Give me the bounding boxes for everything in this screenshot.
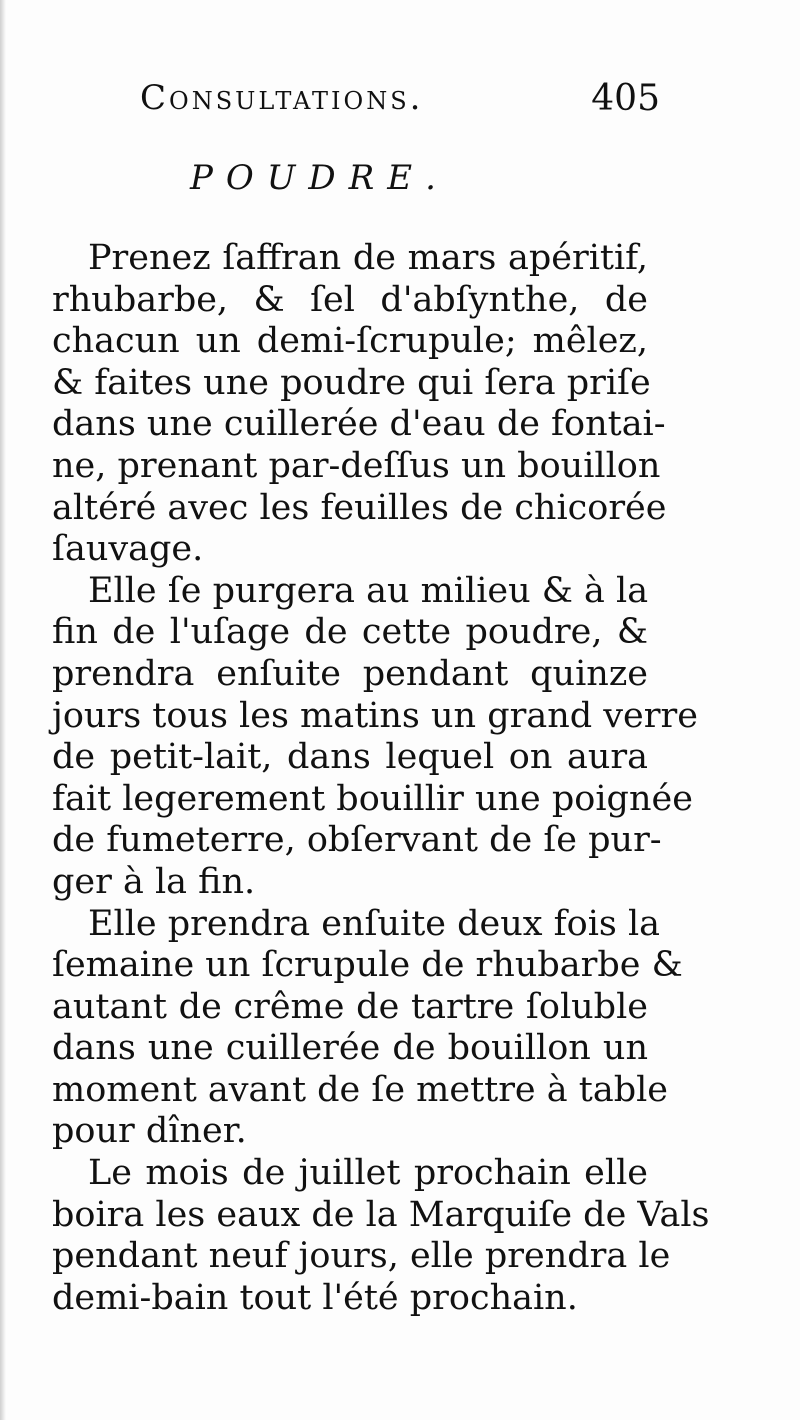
text-line: chacun un demi-ſcrupule; mêlez, <box>52 321 648 362</box>
text-line: boira les eaux de la Marquiſe de Vals <box>52 1194 710 1235</box>
text-line: autant de crême de tartre ſoluble <box>52 986 648 1027</box>
paragraph-1 <box>52 238 667 571</box>
text-line: Prenez ſaffran de mars apéritif, <box>88 238 648 278</box>
text-line: Elle ſe purgera au milieu & à la <box>88 570 649 611</box>
section-title: POUDRE. <box>190 158 449 198</box>
running-title: Consultations. <box>140 78 424 118</box>
text-line: ger à la fin. <box>52 861 256 902</box>
paragraph-4 <box>52 1153 710 1319</box>
body-text <box>52 238 710 1319</box>
text-line: fin de l'uſage de cette poudre, & <box>52 612 648 653</box>
text-line: fait legerement bouillir une poignée <box>52 778 693 819</box>
text-line: ne, prenant par-deſſus un bouillon <box>52 445 661 486</box>
text-line: rhubarbe, & ſel d'abſynthe, de <box>52 279 648 320</box>
text-line: & faites une poudre qui ſera priſe <box>52 362 651 403</box>
text-line: de fumeterre, obſervant de ſe pur- <box>52 820 662 861</box>
text-line: dans une cuillerée d'eau de fontai- <box>52 404 666 445</box>
text-line: de petit-lait, dans lequel on aura <box>52 737 648 778</box>
text-line: prendra enſuite pendant quinze <box>52 653 648 694</box>
page-header <box>140 78 660 126</box>
text-line: Le mois de juillet prochain elle <box>88 1153 648 1194</box>
text-line: demi-bain tout l'été prochain. <box>52 1277 578 1318</box>
text-line: ſauvage. <box>52 529 204 570</box>
text-line: moment avant de ſe mettre à table <box>52 1069 669 1110</box>
text-line: pour dîner. <box>52 1111 247 1152</box>
paragraph-3 <box>52 903 683 1154</box>
page-edge-shadow <box>0 0 6 1420</box>
text-line: altéré avec les feuilles de chicorée <box>52 487 667 528</box>
text-line: pendant neuf jours, elle prendra le <box>52 1236 671 1277</box>
paragraph-2 <box>52 570 698 904</box>
text-line: ſemaine un ſcrupule de rhubarbe & <box>52 945 683 986</box>
text-line: dans une cuillerée de bouillon un <box>52 1028 648 1069</box>
page-number: 405 <box>591 78 660 119</box>
text-line: Elle prendra enſuite deux fois la <box>88 903 661 944</box>
text-line: jours tous les matins un grand verre <box>52 695 698 736</box>
